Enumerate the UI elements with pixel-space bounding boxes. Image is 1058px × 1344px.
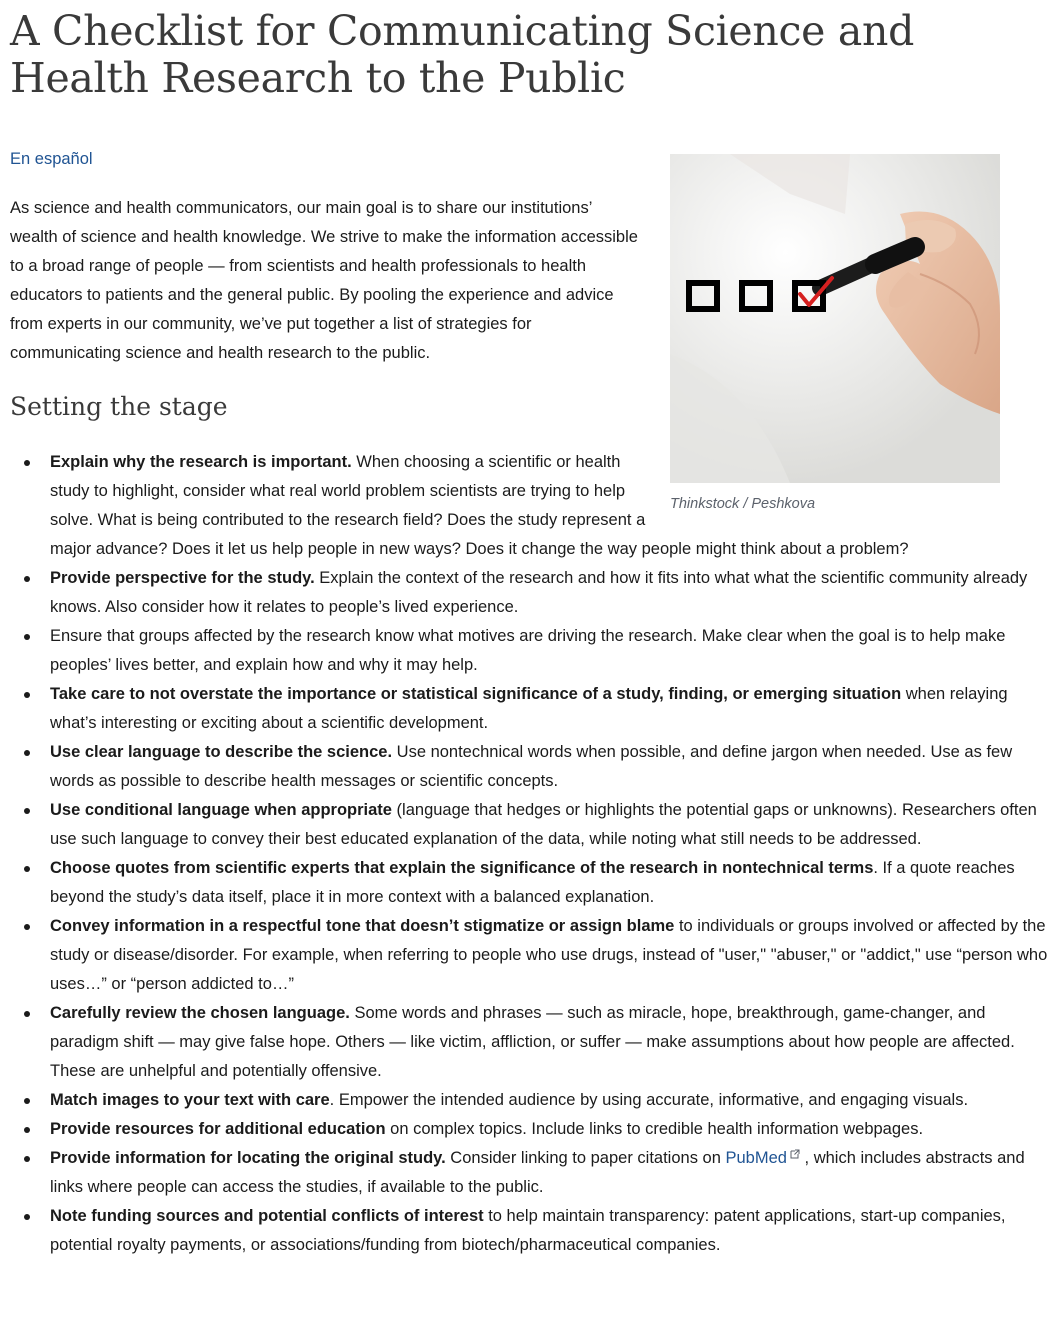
checklist-item-lead: Use clear language to describe the science.: [50, 743, 393, 761]
checklist-item-text-after: , which includes abstracts and links where people can access the studies, if available to the public.: [50, 1149, 1025, 1196]
checklist-item-lead: Take care to not overstate the importance or statistical significance of a study, finding, or emerging situation: [50, 685, 902, 703]
checklist-item: [50, 796, 1050, 854]
checklist-item-text: Ensure that groups affected by the research know what motives are driving the research. Make clear when the goal is to help make peoples’ lives better, and explain how and why it may help.: [50, 627, 1006, 674]
language-link-spanish[interactable]: En español: [10, 150, 93, 168]
page-title: A Checklist for Communicating Science and Health Research to the Public: [10, 7, 915, 102]
checklist-item: [50, 912, 1050, 999]
external-link-icon: [790, 1149, 800, 1159]
checklist-item: [50, 680, 1050, 738]
intro-paragraph: As science and health communicators, our main goal is to share our institutions’ wealth of science and health knowledge. We strive to make the information accessible to a broad range of people — from scientists and health professionals to health educators to patients and the general public. By pooling the experience and advice from experts in our community, we’ve put together a list of strategies for communicating science and health research to the public.: [10, 199, 638, 362]
checklist-item-text: When choosing a scientific or health study to highlight, consider what real world problem scientists are trying to help solve. What is being contributed to the research field? Does the study represent a major advance? Does it let us help people in new ways? Does it change the way people might think about a problem?: [50, 453, 909, 558]
pubmed-link[interactable]: PubMed: [725, 1149, 787, 1167]
checklist-item-text: when relaying what’s interesting or exciting about a scientific development.: [50, 685, 1008, 732]
image-caption: Thinkstock / Peshkova: [670, 496, 816, 512]
section-heading: Setting the stage: [10, 392, 228, 421]
checklist-item-lead: Provide information for locating the original study.: [50, 1149, 446, 1167]
checklist: [10, 448, 1050, 1260]
checklist-item: [50, 738, 1050, 796]
checklist-item-text: to individuals or groups involved or affected by the study or disease/disorder. For example, when referring to people who use drugs, instead of "user," "abuser," or "addict," use “person who uses…” or “person addicted to…”: [50, 917, 1048, 993]
checklist-item-lead: Carefully review the chosen language.: [50, 1004, 350, 1022]
checklist-item-lead: Provide resources for additional education: [50, 1120, 386, 1138]
checklist-item: [50, 1086, 1050, 1115]
checklist-item: [50, 1202, 1050, 1260]
checklist-item-lead: Explain why the research is important.: [50, 453, 352, 471]
checklist-item-text: to help maintain transparency: patent applications, start-up companies, potential royalty payments, or associations/funding from biotech/pharmaceutical companies.: [50, 1207, 1006, 1254]
checklist-item: [50, 564, 1050, 622]
checklist-item-text: . If a quote reaches beyond the study’s data itself, place it in more context with a balanced explanation.: [50, 859, 1015, 906]
checklist-item-lead: Convey information in a respectful tone that doesn’t stigmatize or assign blame: [50, 917, 675, 935]
checklist-item: [50, 1115, 1050, 1144]
checklist-item: [50, 1144, 1050, 1202]
checklist-item-text: (language that hedges or highlights the potential gaps or unknowns). Researchers often use such language to convey their best educated explanation of the data, while noting what still needs to be addressed.: [50, 801, 1037, 848]
checklist-item-lead: Choose quotes from scientific experts that explain the significance of the research in nontechnical terms: [50, 859, 874, 877]
checklist-item-lead: Match images to your text with care: [50, 1091, 330, 1109]
checklist-item-text: Some words and phrases — such as miracle, hope, breakthrough, game-changer, and paradigm shift — may give false hope. Others — like victim, affliction, or suffer — make assumptions about how people are affected. These are unhelpful and potentially offensive.: [50, 1004, 1015, 1080]
checklist-item: [50, 448, 1050, 564]
checklist-item-lead: Provide perspective for the study.: [50, 569, 315, 587]
checklist-item-text: Explain the context of the research and how it fits into what what the scientific community already knows. Also consider how it relates to people’s lived experience.: [50, 569, 1028, 616]
checklist-item-lead: Use conditional language when appropriate: [50, 801, 392, 819]
checklist-item: [50, 622, 1050, 680]
checklist-item: [50, 854, 1050, 912]
checklist-item-text: Use nontechnical words when possible, and define jargon when needed. Use as few words as possible to describe health messages or scientific concepts.: [50, 743, 1013, 790]
checklist-item: [50, 999, 1050, 1086]
checklist-item-lead: Note funding sources and potential conflicts of interest: [50, 1207, 484, 1225]
checklist-item-text: . Empower the intended audience by using accurate, informative, and engaging visuals.: [329, 1091, 969, 1109]
checklist-item-text: Consider linking to paper citations on: [445, 1149, 726, 1167]
checklist-item-text: on complex topics. Include links to credible health information webpages.: [385, 1120, 924, 1138]
checklist-hand-photo: [670, 154, 1000, 483]
